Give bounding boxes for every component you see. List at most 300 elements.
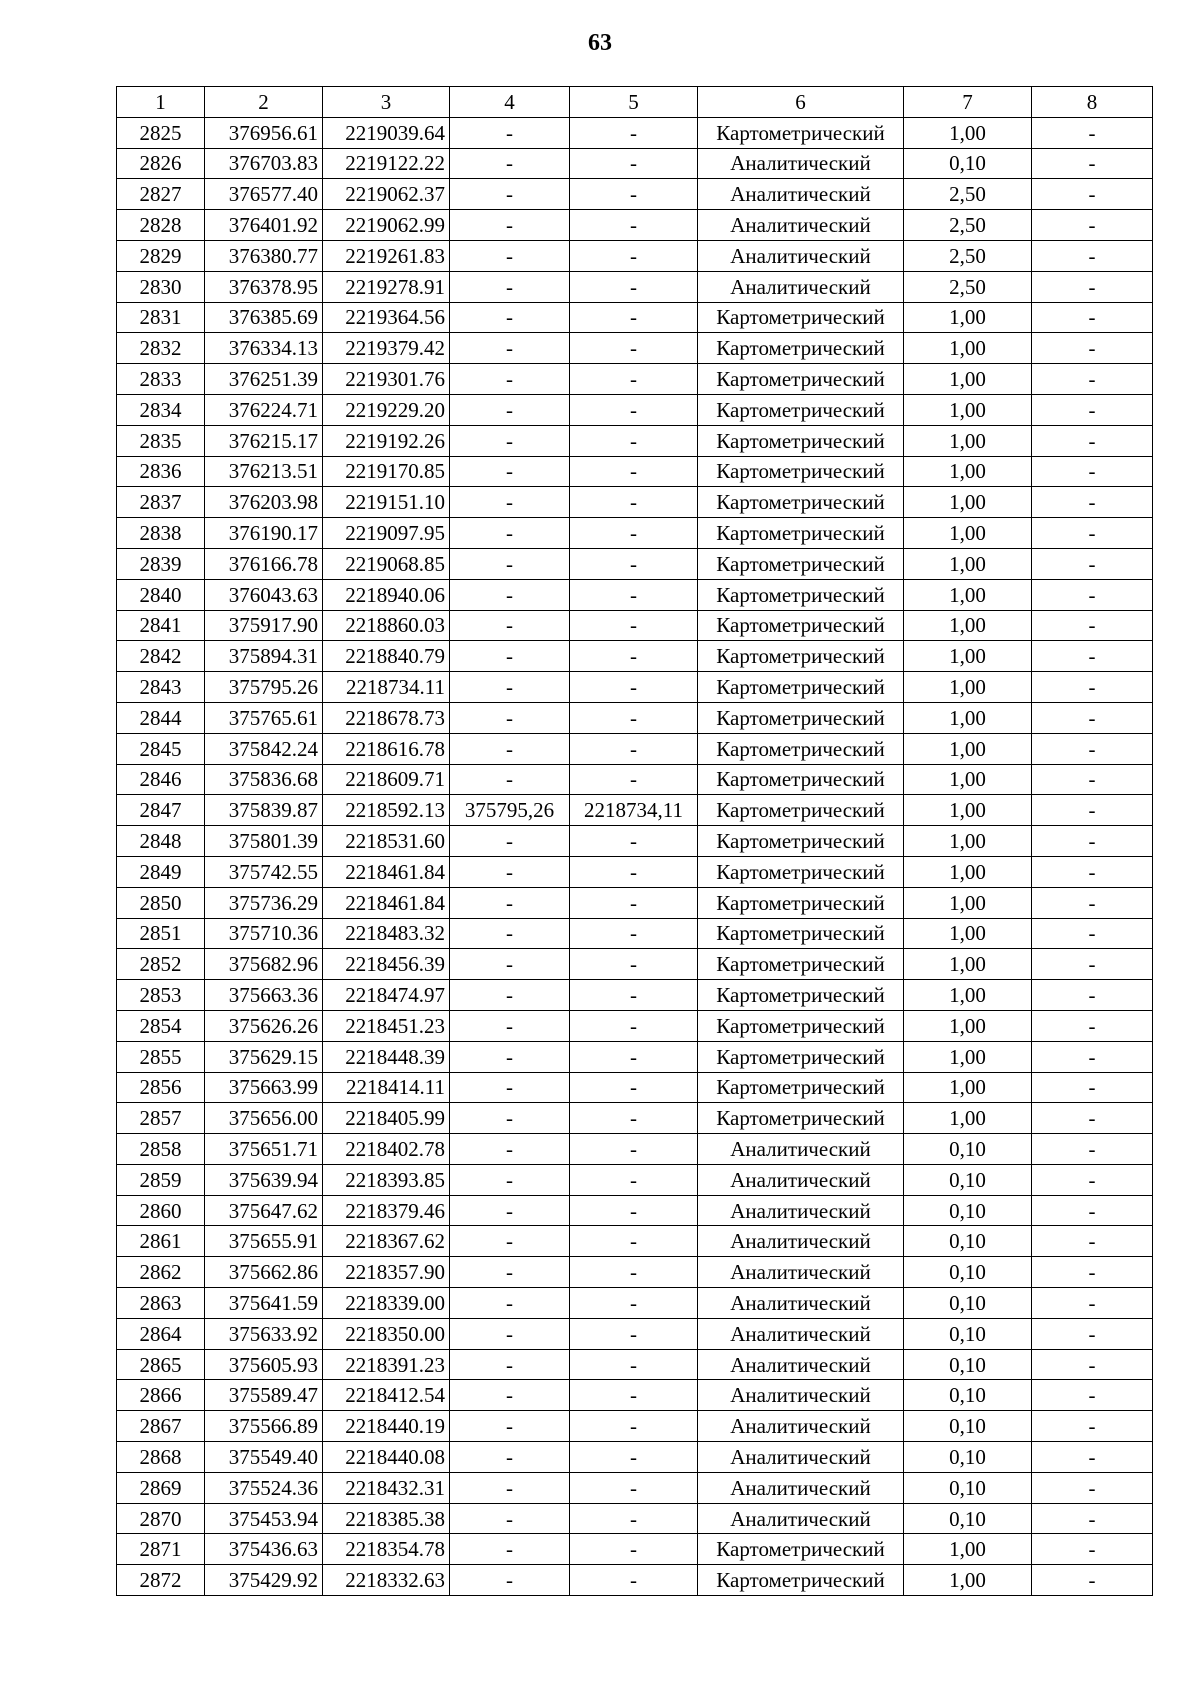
col4-cell: -: [450, 610, 570, 641]
accuracy-cell: 1,00: [904, 672, 1032, 703]
y-coordinate-cell: 2218474.97: [323, 980, 450, 1011]
accuracy-cell: 1,00: [904, 117, 1032, 148]
page-number: 63: [588, 30, 612, 56]
point-number-cell: 2840: [117, 579, 205, 610]
x-coordinate-cell: 375801.39: [205, 826, 323, 857]
y-coordinate-cell: 2218461.84: [323, 856, 450, 887]
col4-cell: -: [450, 302, 570, 333]
point-number-cell: 2862: [117, 1257, 205, 1288]
x-coordinate-cell: 376213.51: [205, 456, 323, 487]
col8-cell: -: [1032, 1072, 1153, 1103]
method-cell: Картометрический: [698, 918, 904, 949]
col8-cell: -: [1032, 1411, 1153, 1442]
table-row: [117, 271, 1153, 302]
point-number-cell: 2842: [117, 641, 205, 672]
table-row: [117, 733, 1153, 764]
y-coordinate-cell: 2218483.32: [323, 918, 450, 949]
y-coordinate-cell: 2218531.60: [323, 826, 450, 857]
col8-cell: -: [1032, 1195, 1153, 1226]
col4-cell: -: [450, 210, 570, 241]
col8-cell: -: [1032, 179, 1153, 210]
point-number-cell: 2828: [117, 210, 205, 241]
accuracy-cell: 1,00: [904, 425, 1032, 456]
y-coordinate-cell: 2218332.63: [323, 1565, 450, 1596]
accuracy-cell: 1,00: [904, 333, 1032, 364]
x-coordinate-cell: 376956.61: [205, 117, 323, 148]
column-header-7: 7: [904, 87, 1032, 118]
col5-cell: -: [570, 548, 698, 579]
col4-cell: -: [450, 117, 570, 148]
point-number-cell: 2859: [117, 1164, 205, 1195]
accuracy-cell: 0,10: [904, 1349, 1032, 1380]
y-coordinate-cell: 2219261.83: [323, 240, 450, 271]
col5-cell: -: [570, 148, 698, 179]
y-coordinate-cell: 2219192.26: [323, 425, 450, 456]
x-coordinate-cell: 375524.36: [205, 1472, 323, 1503]
accuracy-cell: 1,00: [904, 702, 1032, 733]
method-cell: Аналитический: [698, 1257, 904, 1288]
point-number-cell: 2832: [117, 333, 205, 364]
col8-cell: -: [1032, 1503, 1153, 1534]
col5-cell: -: [570, 487, 698, 518]
col5-cell: -: [570, 1534, 698, 1565]
table-row: [117, 240, 1153, 271]
y-coordinate-cell: 2218385.38: [323, 1503, 450, 1534]
accuracy-cell: 1,00: [904, 518, 1032, 549]
method-cell: Аналитический: [698, 271, 904, 302]
accuracy-cell: 1,00: [904, 364, 1032, 395]
y-coordinate-cell: 2219364.56: [323, 302, 450, 333]
x-coordinate-cell: 375549.40: [205, 1442, 323, 1473]
table-row: [117, 1380, 1153, 1411]
table-row: [117, 1349, 1153, 1380]
col5-cell: -: [570, 579, 698, 610]
method-cell: Картометрический: [698, 887, 904, 918]
accuracy-cell: 0,10: [904, 1411, 1032, 1442]
col4-cell: -: [450, 333, 570, 364]
x-coordinate-cell: 376166.78: [205, 548, 323, 579]
y-coordinate-cell: 2218393.85: [323, 1164, 450, 1195]
y-coordinate-cell: 2218456.39: [323, 949, 450, 980]
x-coordinate-cell: 375566.89: [205, 1411, 323, 1442]
y-coordinate-cell: 2219097.95: [323, 518, 450, 549]
col4-cell: -: [450, 548, 570, 579]
y-coordinate-cell: 2218448.39: [323, 1041, 450, 1072]
col5-cell: -: [570, 1103, 698, 1134]
accuracy-cell: 0,10: [904, 1442, 1032, 1473]
accuracy-cell: 1,00: [904, 918, 1032, 949]
method-cell: Картометрический: [698, 764, 904, 795]
col5-cell: -: [570, 610, 698, 641]
point-number-cell: 2857: [117, 1103, 205, 1134]
point-number-cell: 2860: [117, 1195, 205, 1226]
col5-cell: -: [570, 518, 698, 549]
accuracy-cell: 0,10: [904, 1288, 1032, 1319]
accuracy-cell: 1,00: [904, 487, 1032, 518]
col8-cell: -: [1032, 1226, 1153, 1257]
method-cell: Картометрический: [698, 733, 904, 764]
method-cell: Аналитический: [698, 1226, 904, 1257]
col8-cell: -: [1032, 980, 1153, 1011]
table-row: [117, 210, 1153, 241]
table-row: [117, 425, 1153, 456]
y-coordinate-cell: 2218734.11: [323, 672, 450, 703]
table-row: [117, 579, 1153, 610]
x-coordinate-cell: 376043.63: [205, 579, 323, 610]
point-number-cell: 2865: [117, 1349, 205, 1380]
col5-cell: -: [570, 672, 698, 703]
col5-cell: -: [570, 702, 698, 733]
point-number-cell: 2847: [117, 795, 205, 826]
col5-cell: -: [570, 1380, 698, 1411]
col8-cell: -: [1032, 733, 1153, 764]
col4-cell: -: [450, 1349, 570, 1380]
col4-cell: -: [450, 1103, 570, 1134]
method-cell: Картометрический: [698, 302, 904, 333]
col8-cell: -: [1032, 425, 1153, 456]
table-header-row: [117, 87, 1153, 118]
method-cell: Картометрический: [698, 1534, 904, 1565]
col4-cell: -: [450, 1257, 570, 1288]
col8-cell: -: [1032, 672, 1153, 703]
table-row: [117, 1041, 1153, 1072]
col4-cell: -: [450, 733, 570, 764]
col5-cell: -: [570, 1349, 698, 1380]
point-number-cell: 2848: [117, 826, 205, 857]
x-coordinate-cell: 375436.63: [205, 1534, 323, 1565]
accuracy-cell: 1,00: [904, 826, 1032, 857]
accuracy-cell: 1,00: [904, 1534, 1032, 1565]
col4-cell: -: [450, 271, 570, 302]
col8-cell: -: [1032, 240, 1153, 271]
col4-cell: -: [450, 1072, 570, 1103]
col8-cell: -: [1032, 271, 1153, 302]
col4-cell: -: [450, 1534, 570, 1565]
col5-cell: -: [570, 1472, 698, 1503]
table-row: [117, 148, 1153, 179]
method-cell: Картометрический: [698, 856, 904, 887]
table-row: [117, 117, 1153, 148]
col4-cell: -: [450, 1195, 570, 1226]
col5-cell: -: [570, 1503, 698, 1534]
x-coordinate-cell: 375663.99: [205, 1072, 323, 1103]
method-cell: Аналитический: [698, 1503, 904, 1534]
x-coordinate-cell: 375626.26: [205, 1010, 323, 1041]
method-cell: Картометрический: [698, 1565, 904, 1596]
col8-cell: -: [1032, 364, 1153, 395]
x-coordinate-cell: 376380.77: [205, 240, 323, 271]
col8-cell: -: [1032, 487, 1153, 518]
point-number-cell: 2849: [117, 856, 205, 887]
coordinates-table: [116, 86, 1153, 1596]
col8-cell: -: [1032, 826, 1153, 857]
x-coordinate-cell: 375662.86: [205, 1257, 323, 1288]
y-coordinate-cell: 2218678.73: [323, 702, 450, 733]
col8-cell: -: [1032, 1565, 1153, 1596]
col4-cell: -: [450, 579, 570, 610]
col5-cell: -: [570, 1411, 698, 1442]
method-cell: Картометрический: [698, 579, 904, 610]
method-cell: Аналитический: [698, 1380, 904, 1411]
accuracy-cell: 1,00: [904, 1010, 1032, 1041]
point-number-cell: 2867: [117, 1411, 205, 1442]
table-row: [117, 1411, 1153, 1442]
y-coordinate-cell: 2219039.64: [323, 117, 450, 148]
column-header-2: 2: [205, 87, 323, 118]
col8-cell: -: [1032, 1380, 1153, 1411]
col8-cell: -: [1032, 210, 1153, 241]
x-coordinate-cell: 375839.87: [205, 795, 323, 826]
table-row: [117, 394, 1153, 425]
point-number-cell: 2846: [117, 764, 205, 795]
col8-cell: -: [1032, 795, 1153, 826]
table-row: [117, 1195, 1153, 1226]
x-coordinate-cell: 375682.96: [205, 949, 323, 980]
y-coordinate-cell: 2218412.54: [323, 1380, 450, 1411]
col5-cell: 2218734,11: [570, 795, 698, 826]
y-coordinate-cell: 2218379.46: [323, 1195, 450, 1226]
col8-cell: -: [1032, 702, 1153, 733]
y-coordinate-cell: 2218402.78: [323, 1134, 450, 1165]
method-cell: Картометрический: [698, 425, 904, 456]
y-coordinate-cell: 2218440.08: [323, 1442, 450, 1473]
y-coordinate-cell: 2218405.99: [323, 1103, 450, 1134]
col5-cell: -: [570, 1288, 698, 1319]
accuracy-cell: 1,00: [904, 394, 1032, 425]
table-row: [117, 364, 1153, 395]
accuracy-cell: 0,10: [904, 1164, 1032, 1195]
x-coordinate-cell: 375629.15: [205, 1041, 323, 1072]
point-number-cell: 2870: [117, 1503, 205, 1534]
point-number-cell: 2826: [117, 148, 205, 179]
method-cell: Аналитический: [698, 1442, 904, 1473]
table-row: [117, 456, 1153, 487]
accuracy-cell: 1,00: [904, 856, 1032, 887]
x-coordinate-cell: 375589.47: [205, 1380, 323, 1411]
col5-cell: -: [570, 1041, 698, 1072]
y-coordinate-cell: 2218609.71: [323, 764, 450, 795]
accuracy-cell: 2,50: [904, 240, 1032, 271]
col5-cell: -: [570, 641, 698, 672]
col4-cell: -: [450, 1010, 570, 1041]
accuracy-cell: 1,00: [904, 456, 1032, 487]
column-header-5: 5: [570, 87, 698, 118]
x-coordinate-cell: 375795.26: [205, 672, 323, 703]
col8-cell: -: [1032, 1041, 1153, 1072]
accuracy-cell: 1,00: [904, 733, 1032, 764]
y-coordinate-cell: 2218357.90: [323, 1257, 450, 1288]
method-cell: Аналитический: [698, 148, 904, 179]
col4-cell: -: [450, 179, 570, 210]
table-row: [117, 887, 1153, 918]
col8-cell: -: [1032, 1318, 1153, 1349]
y-coordinate-cell: 2218461.84: [323, 887, 450, 918]
point-number-cell: 2831: [117, 302, 205, 333]
x-coordinate-cell: 376215.17: [205, 425, 323, 456]
method-cell: Картометрический: [698, 795, 904, 826]
y-coordinate-cell: 2219068.85: [323, 548, 450, 579]
point-number-cell: 2845: [117, 733, 205, 764]
y-coordinate-cell: 2218339.00: [323, 1288, 450, 1319]
col4-cell: -: [450, 148, 570, 179]
x-coordinate-cell: 376251.39: [205, 364, 323, 395]
point-number-cell: 2837: [117, 487, 205, 518]
point-number-cell: 2839: [117, 548, 205, 579]
col8-cell: -: [1032, 764, 1153, 795]
col4-cell: -: [450, 1041, 570, 1072]
col5-cell: -: [570, 425, 698, 456]
x-coordinate-cell: 376378.95: [205, 271, 323, 302]
col8-cell: -: [1032, 456, 1153, 487]
col5-cell: -: [570, 240, 698, 271]
x-coordinate-cell: 376190.17: [205, 518, 323, 549]
y-coordinate-cell: 2219278.91: [323, 271, 450, 302]
table-row: [117, 610, 1153, 641]
point-number-cell: 2827: [117, 179, 205, 210]
method-cell: Картометрический: [698, 394, 904, 425]
accuracy-cell: 1,00: [904, 949, 1032, 980]
col8-cell: -: [1032, 333, 1153, 364]
point-number-cell: 2841: [117, 610, 205, 641]
accuracy-cell: 1,00: [904, 579, 1032, 610]
method-cell: Картометрический: [698, 1103, 904, 1134]
method-cell: Аналитический: [698, 1164, 904, 1195]
col4-cell: -: [450, 702, 570, 733]
method-cell: Картометрический: [698, 456, 904, 487]
method-cell: Аналитический: [698, 1288, 904, 1319]
x-coordinate-cell: 375656.00: [205, 1103, 323, 1134]
point-number-cell: 2838: [117, 518, 205, 549]
table-row: [117, 641, 1153, 672]
x-coordinate-cell: 376203.98: [205, 487, 323, 518]
col4-cell: -: [450, 1565, 570, 1596]
x-coordinate-cell: 375742.55: [205, 856, 323, 887]
col8-cell: -: [1032, 518, 1153, 549]
method-cell: Аналитический: [698, 210, 904, 241]
point-number-cell: 2830: [117, 271, 205, 302]
col8-cell: -: [1032, 394, 1153, 425]
col4-cell: -: [450, 641, 570, 672]
col5-cell: -: [570, 1134, 698, 1165]
col4-cell: 375795,26: [450, 795, 570, 826]
point-number-cell: 2855: [117, 1041, 205, 1072]
method-cell: Картометрический: [698, 702, 904, 733]
col5-cell: -: [570, 1565, 698, 1596]
col4-cell: -: [450, 1318, 570, 1349]
accuracy-cell: 2,50: [904, 271, 1032, 302]
point-number-cell: 2854: [117, 1010, 205, 1041]
accuracy-cell: 1,00: [904, 1565, 1032, 1596]
accuracy-cell: 1,00: [904, 1072, 1032, 1103]
point-number-cell: 2850: [117, 887, 205, 918]
col5-cell: -: [570, 980, 698, 1011]
col5-cell: -: [570, 764, 698, 795]
col5-cell: -: [570, 179, 698, 210]
point-number-cell: 2833: [117, 364, 205, 395]
col4-cell: -: [450, 1164, 570, 1195]
col5-cell: -: [570, 1257, 698, 1288]
col4-cell: -: [450, 1442, 570, 1473]
method-cell: Аналитический: [698, 240, 904, 271]
col5-cell: -: [570, 302, 698, 333]
col4-cell: -: [450, 364, 570, 395]
col8-cell: -: [1032, 918, 1153, 949]
x-coordinate-cell: 375429.92: [205, 1565, 323, 1596]
accuracy-cell: 0,10: [904, 1380, 1032, 1411]
col8-cell: -: [1032, 1134, 1153, 1165]
table-row: [117, 980, 1153, 1011]
y-coordinate-cell: 2219151.10: [323, 487, 450, 518]
accuracy-cell: 0,10: [904, 1195, 1032, 1226]
col8-cell: -: [1032, 1164, 1153, 1195]
col4-cell: -: [450, 856, 570, 887]
column-header-8: 8: [1032, 87, 1153, 118]
x-coordinate-cell: 375655.91: [205, 1226, 323, 1257]
col4-cell: -: [450, 487, 570, 518]
table-row: [117, 702, 1153, 733]
x-coordinate-cell: 376334.13: [205, 333, 323, 364]
col8-cell: -: [1032, 1442, 1153, 1473]
col5-cell: -: [570, 1072, 698, 1103]
table-row: [117, 856, 1153, 887]
col5-cell: -: [570, 1195, 698, 1226]
table-row: [117, 1072, 1153, 1103]
table-row: [117, 1472, 1153, 1503]
x-coordinate-cell: 376703.83: [205, 148, 323, 179]
point-number-cell: 2825: [117, 117, 205, 148]
table-row: [117, 1534, 1153, 1565]
method-cell: Аналитический: [698, 1134, 904, 1165]
column-header-3: 3: [323, 87, 450, 118]
table-row: [117, 1226, 1153, 1257]
accuracy-cell: 1,00: [904, 764, 1032, 795]
y-coordinate-cell: 2219062.99: [323, 210, 450, 241]
table-row: [117, 1288, 1153, 1319]
method-cell: Аналитический: [698, 1472, 904, 1503]
accuracy-cell: 0,10: [904, 1257, 1032, 1288]
table-row: [117, 1134, 1153, 1165]
x-coordinate-cell: 375736.29: [205, 887, 323, 918]
point-number-cell: 2869: [117, 1472, 205, 1503]
col8-cell: -: [1032, 610, 1153, 641]
col4-cell: -: [450, 240, 570, 271]
point-number-cell: 2861: [117, 1226, 205, 1257]
point-number-cell: 2829: [117, 240, 205, 271]
x-coordinate-cell: 375765.61: [205, 702, 323, 733]
table-row: [117, 795, 1153, 826]
method-cell: Аналитический: [698, 1195, 904, 1226]
x-coordinate-cell: 376385.69: [205, 302, 323, 333]
col5-cell: -: [570, 1442, 698, 1473]
accuracy-cell: 1,00: [904, 641, 1032, 672]
col4-cell: -: [450, 1380, 570, 1411]
point-number-cell: 2872: [117, 1565, 205, 1596]
accuracy-cell: 2,50: [904, 210, 1032, 241]
y-coordinate-cell: 2219229.20: [323, 394, 450, 425]
y-coordinate-cell: 2218391.23: [323, 1349, 450, 1380]
col8-cell: -: [1032, 1103, 1153, 1134]
method-cell: Картометрический: [698, 610, 904, 641]
col5-cell: -: [570, 271, 698, 302]
col8-cell: -: [1032, 302, 1153, 333]
accuracy-cell: 2,50: [904, 179, 1032, 210]
method-cell: Аналитический: [698, 179, 904, 210]
col4-cell: -: [450, 949, 570, 980]
point-number-cell: 2868: [117, 1442, 205, 1473]
point-number-cell: 2866: [117, 1380, 205, 1411]
table-row: [117, 949, 1153, 980]
accuracy-cell: 1,00: [904, 1041, 1032, 1072]
